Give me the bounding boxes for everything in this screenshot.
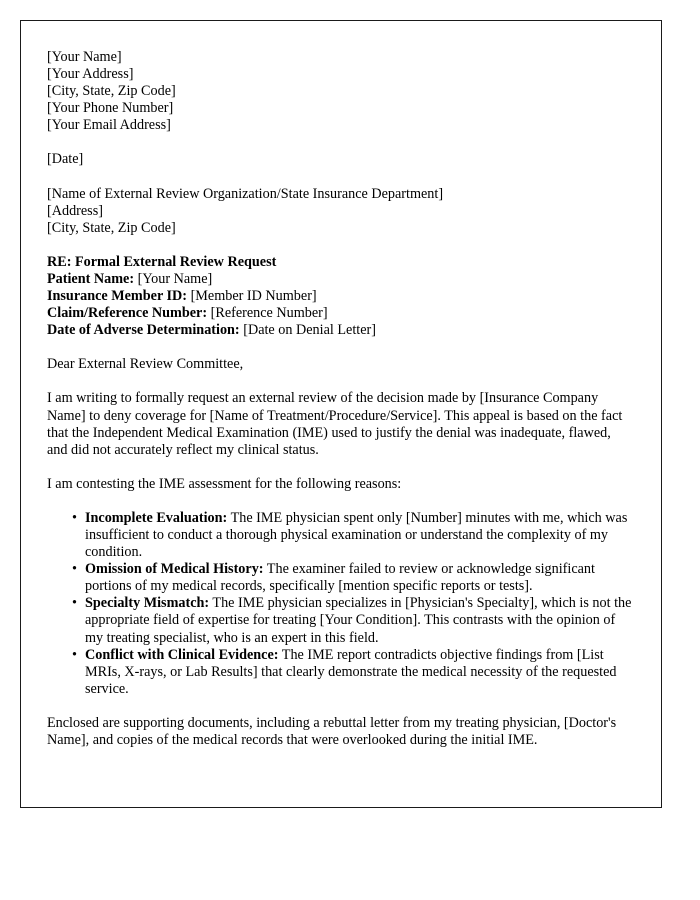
date-line: [Date]	[47, 151, 84, 168]
spacer	[47, 459, 634, 476]
reason-text: The IME physician spent only [Number] minutes with me, which was insufficient to conduct a thorough physical examination or understand the complexity of my condition.	[85, 509, 628, 561]
letter-body	[21, 21, 661, 749]
reason-heading: Conflict with Clinical Evidence:	[85, 646, 279, 663]
spacer	[47, 373, 634, 390]
spacer	[47, 493, 634, 510]
determination-date-label: Date of Adverse Determination:	[47, 322, 240, 339]
subject-line-claim-number	[47, 305, 634, 322]
opening-paragraph: I am writing to formally request an external review of the decision made by [Insurance Company Name] to deny coverage for [Name of Treatment/Procedure/Service]. This appeal is based on the fact that the Independent Medical Examination (IME) used to justify the denial was inadequate, flawed, and did not accurately reflect my clinical status.	[47, 390, 623, 458]
member-id-label: Insurance Member ID:	[47, 288, 188, 305]
reason-text: The IME report contradicts objective findings from [List MRIs, X-rays, or Lab Results] that clearly demonstrate the medical necessity of the requested service.	[85, 646, 617, 697]
list-item	[85, 647, 634, 698]
recipient-organization: [Name of External Review Organization/State Insurance Department]	[47, 185, 444, 202]
recipient-street: [Address]	[47, 202, 103, 219]
recipient-city-state-zip: [City, State, Zip Code]	[47, 219, 176, 236]
sender-street: [Your Address]	[47, 66, 134, 83]
spacer	[47, 134, 634, 151]
subject-label: RE: Formal External Review Request	[47, 253, 277, 270]
reason-text: The examiner failed to review or acknowledge significant portions of my medical records, specifically [mention specific reports or tests].	[85, 561, 595, 595]
spacer	[47, 237, 634, 254]
letter-page	[20, 20, 662, 808]
list-item	[85, 561, 634, 595]
closing-paragraph: Enclosed are supporting documents, including a rebuttal letter from my treating physician, [Doctor's Name], and copies of the medical records that were overlooked during the initial IME.	[47, 714, 617, 748]
subject-line-re	[47, 254, 634, 271]
sender-city-state-zip: [City, State, Zip Code]	[47, 83, 176, 100]
reasons-intro: I am contesting the IME assessment for the following reasons:	[47, 475, 402, 492]
subject-line-determination-date	[47, 322, 634, 339]
recipient-address-block	[47, 186, 634, 237]
subject-line-member-id	[47, 288, 634, 305]
list-item	[85, 510, 634, 561]
subject-reference-block	[47, 254, 634, 339]
reason-text: The IME physician specializes in [Physician's Specialty], which is not the appropriate field of expertise for treating [Your Condition]. This contrasts with the opinion of my treating specialist, who is an expert in this field.	[85, 595, 632, 646]
sender-name: [Your Name]	[47, 49, 122, 65]
subject-line-patient-name	[47, 271, 634, 288]
patient-name-label: Patient Name:	[47, 270, 135, 287]
patient-name-value: [Your Name]	[134, 270, 213, 287]
sender-email: [Your Email Address]	[47, 117, 171, 134]
spacer	[47, 339, 634, 356]
reasons-list	[47, 510, 634, 698]
claim-number-label: Claim/Reference Number:	[47, 305, 208, 322]
reason-heading: Incomplete Evaluation:	[85, 509, 228, 526]
date-block	[47, 151, 634, 168]
spacer	[47, 169, 634, 186]
list-item	[85, 595, 634, 646]
spacer	[47, 698, 634, 715]
claim-number-value: [Reference Number]	[207, 305, 328, 322]
reason-heading: Specialty Mismatch:	[85, 595, 210, 612]
determination-date-value: [Date on Denial Letter]	[239, 322, 376, 339]
salutation: Dear External Review Committee,	[47, 356, 244, 373]
member-id-value: [Member ID Number]	[187, 288, 317, 305]
sender-phone: [Your Phone Number]	[47, 100, 174, 117]
reason-heading: Omission of Medical History:	[85, 561, 264, 578]
sender-address-block	[47, 49, 634, 134]
